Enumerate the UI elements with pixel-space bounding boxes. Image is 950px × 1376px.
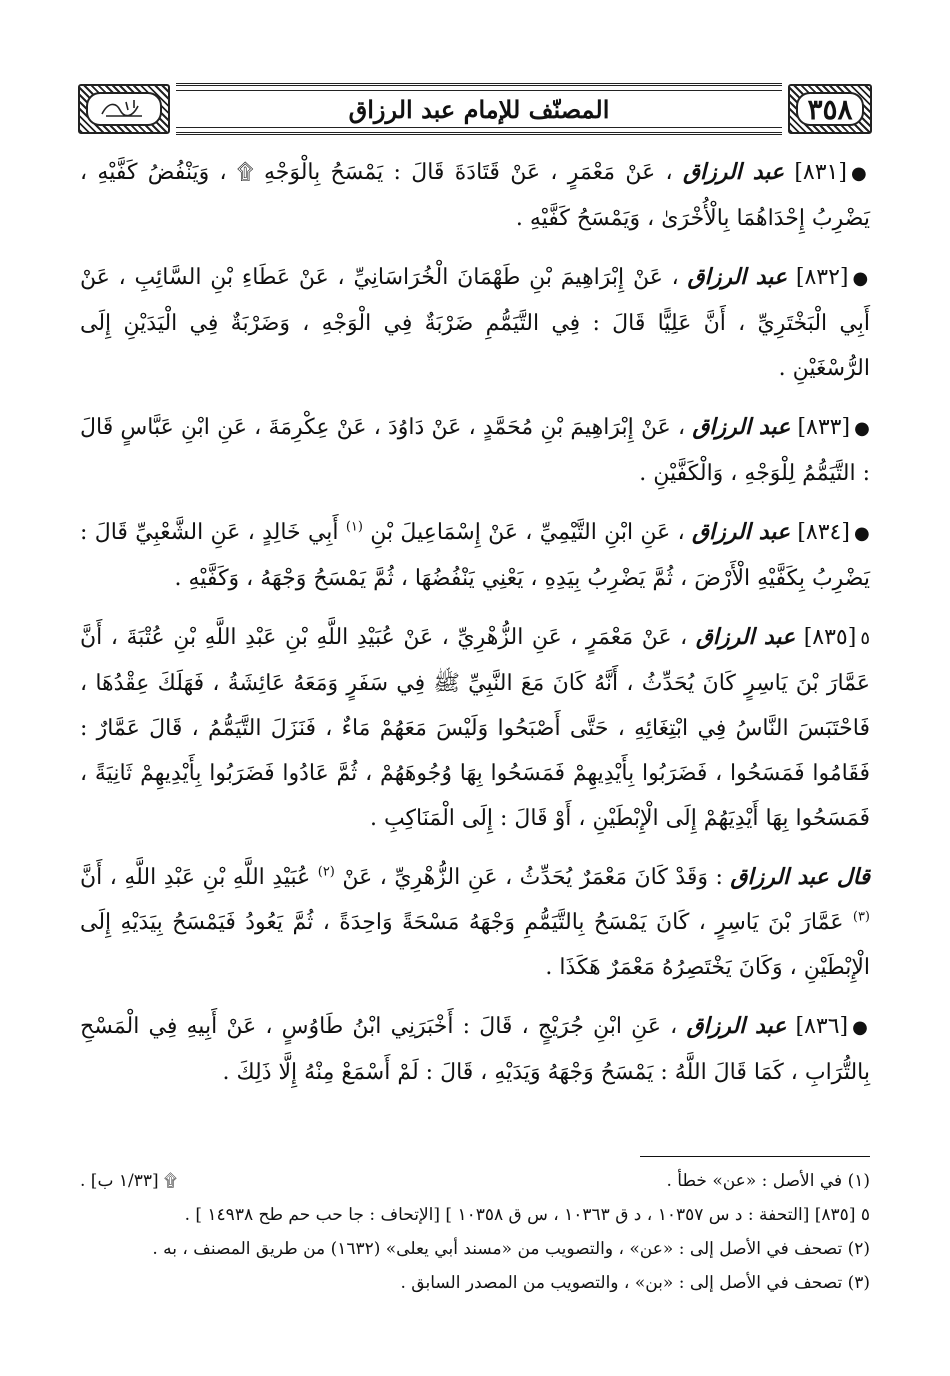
commentary-lead: قال عبد الرزاق <box>730 864 870 890</box>
takhrij-note: ٥ [٨٣٥] [التحفة : د س ١٠٣٥٧ ، د ق ١٠٣٦٣ ، س ق ١٠٣٥٨ ] [الإتحاف : جا حب حم طح ١٤٩٣٨ ] . <box>184 1205 870 1225</box>
footnote-2: (٢) تصحف في الأصل إلى : «عن» ، والتصويب من «مسند أبي يعلى» (١٦٣٢) من طريق المصنف ، به . <box>152 1239 870 1259</box>
footnote-3: (٣) تصحف في الأصل إلى : «بن» ، والتصويب من المصدر السابق . <box>400 1273 870 1293</box>
footnote-ref: (١) <box>345 519 363 535</box>
commentary-paragraph <box>80 855 870 990</box>
hadith-paragraph <box>80 150 870 241</box>
bullet-marker: ● <box>854 418 870 439</box>
bullet-marker: ● <box>852 268 870 289</box>
author-name: عبد الرزاق <box>686 1013 787 1039</box>
bullet-marker: ● <box>850 163 870 184</box>
hadith-paragraph <box>80 1004 870 1095</box>
folio-reference: ۩ [١/٣٣ ب] . <box>80 1171 177 1191</box>
page-number: ٣٥٨ <box>807 92 853 126</box>
footnotes <box>80 1164 870 1300</box>
hadith-number: [٨٣٥] <box>803 625 857 650</box>
footnote-ref: (٢) <box>317 864 335 880</box>
footnote-1: (١) في الأصل : «عن» خطأ . <box>666 1171 870 1191</box>
header-seal-ornament <box>78 84 170 134</box>
body-text <box>80 150 870 1109</box>
author-name: عبد الرزاق <box>687 264 788 290</box>
page-header <box>78 82 872 136</box>
bullet-marker: ● <box>852 1017 871 1038</box>
hadith-number: [٨٣٦] <box>795 1014 849 1039</box>
footnote-divider <box>640 1156 870 1157</box>
hadith-number: [٨٣١] <box>794 160 847 185</box>
running-title: المصنّف للإمام عبد الرزاق <box>339 95 620 124</box>
hadith-text: ، عَنِ ابْنِ جُرَيْجٍ ، قَالَ : أَخْبَرَنِي ابْنُ طَاوُسٍ ، عَنْ أَبِيهِ فِي الْمَسْحِ بِالتُّرَابِ ، كَمَا قَالَ اللَّهُ : يَمْسَحُ وَجْهَهُ وَيَدَيْهِ ، قَالَ : لَمْ أَسْمَعْ مِنْهُ إِلَّا ذَلِكَ . <box>80 1014 870 1085</box>
hadith-text: ، عَنْ مَعْمَرٍ ، عَنِ الزُّهْرِيِّ ، عَنْ عُبَيْدِ اللَّهِ بْنِ عَبْدِ اللَّهِ بْنِ عُتْبَةَ ، أَنَّ عَمَّارَ بْنَ يَاسِرٍ كَانَ يُحَدِّثُ ، أَنَّهُ كَانَ مَعَ النَّبِيِّ ﷺ فِي سَفَرٍ وَمَعَهُ عَائِشَةُ ، فَهَلَكَ عِقْدُهَا ، فَاحْتَبَسَ النَّاسُ فِي ابْتِغَائِهِ ، حَتَّى أَصْبَحُوا وَلَيْسَ مَعَهُمْ مَاءٌ ، فَنَزَلَ التَّيَمُّمُ ، قَالَ عَمَّارٌ : فَقَامُوا فَمَسَحُوا ، فَضَرَبُوا بِأَيْدِيهِمْ فَمَسَحُوا بِهَا وُجُوهَهُمْ ، ثُمَّ عَادُوا فَضَرَبُوا بِأَيْدِيهِمْ ثَانِيَةً ، فَمَسَحُوا بِهَا أَيْدِيَهُمْ إِلَى الْإِبْطَيْنِ ، أَوْ قَالَ : إِلَى الْمَنَاكِبِ . <box>80 625 870 831</box>
page-number-frame <box>788 84 872 134</box>
commentary-text: عُبَيْدِ اللَّهِ بْنِ عَبْدِ اللَّهِ ، أَنَّ <box>80 865 311 890</box>
commentary-text: عَمَّارَ بْنَ يَاسِرٍ ، كَانَ يَمْسَحُ بِالتَّيَمُّمِ وَجْهَهُ مَسْحَةً وَاحِدَةً ، ثُمَّ يَعُودُ فَيَمْسَحُ بِيَدَيْهِ إِلَى الْإِبْطَيْنِ ، وَكَانَ يَخْتَصِرُهُ مَعْمَرٌ هَكَذَا . <box>80 910 870 980</box>
author-name: عبد الرزاق <box>682 159 785 185</box>
header-title-band <box>176 83 782 135</box>
hadith-number: [٨٣٤] <box>797 520 850 545</box>
hadith-text: ، عَنِ ابْنِ التَّيْمِيِّ ، عَنْ إِسْمَاعِيلَ بْنِ <box>370 520 685 545</box>
hadith-text: ، عَنْ مَعْمَرٍ ، عَنْ قَتَادَةَ قَالَ : يَمْسَحُ بِالْوَجْهِ ۩ ، وَيَنْفُضُ كَفَّيْهِ ، يَضْرِبُ إِحْدَاهُمَا بِالْأُخْرَىٰ ، وَيَمْسَحُ كَفَّيْهِ . <box>80 160 870 231</box>
hadith-text: ، عَنْ إِبْرَاهِيمَ بْنِ مُحَمَّدٍ ، عَنْ دَاوُدَ ، عَنْ عِكْرِمَةَ ، عَنِ ابْنِ عَبَّاسٍ قَالَ : التَّيَمُّمُ لِلْوَجْهِ ، وَالْكَفَّيْنِ . <box>80 415 870 486</box>
circle-marker: ٥ <box>860 628 871 649</box>
commentary-text: : وَقَدْ كَانَ مَعْمَرٌ يُحَدِّثُ ، عَنِ الزُّهْرِيِّ ، عَنْ <box>342 865 723 890</box>
hadith-paragraph <box>80 615 870 841</box>
hadith-paragraph <box>80 255 870 391</box>
author-name: عبد الرزاق <box>695 624 796 650</box>
hadith-text-continued: أَبِي خَالِدٍ ، عَنِ الشَّعْبِيِّ قَالَ : يَضْرِبُ بِكَفَّيْهِ الْأَرْضَ ، ثُمَّ يَضْرِبُ بِيَدِهِ ، يَعْنِي يَنْفُضُهَا ، ثُمَّ يَمْسَحُ وَجْهَهُ ، وَكَفَّيْهِ . <box>80 520 870 591</box>
hadith-paragraph <box>80 405 870 496</box>
footnote-ref: (٣) <box>852 909 870 925</box>
author-name: عبد الرزاق <box>691 519 791 545</box>
footnote-row <box>80 1164 870 1198</box>
bullet-marker: ● <box>853 523 870 544</box>
hadith-text: ، عَنْ إِبْرَاهِيمَ بْنِ طَهْمَانَ الْخُرَاسَانِيِّ ، عَنْ عَطَاءِ بْنِ السَّائِبِ ، عَنْ أَبِي الْبَخْتَرِيِّ ، أَنَّ عَلِيًّا قَالَ : فِي التَّيَمُّمِ ضَرْبَةٌ فِي الْوَجْهِ ، وَضَرْبَةٌ فِي الْيَدَيْنِ إِلَى الرُّسْغَيْنِ . <box>80 265 870 381</box>
author-name: عبد الرزاق <box>692 414 791 440</box>
hadith-number: [٨٣٣] <box>797 415 851 440</box>
hadith-paragraph <box>80 510 870 601</box>
hadith-number: [٨٣٢] <box>795 265 849 290</box>
calligraphy-seal-icon <box>98 96 150 122</box>
